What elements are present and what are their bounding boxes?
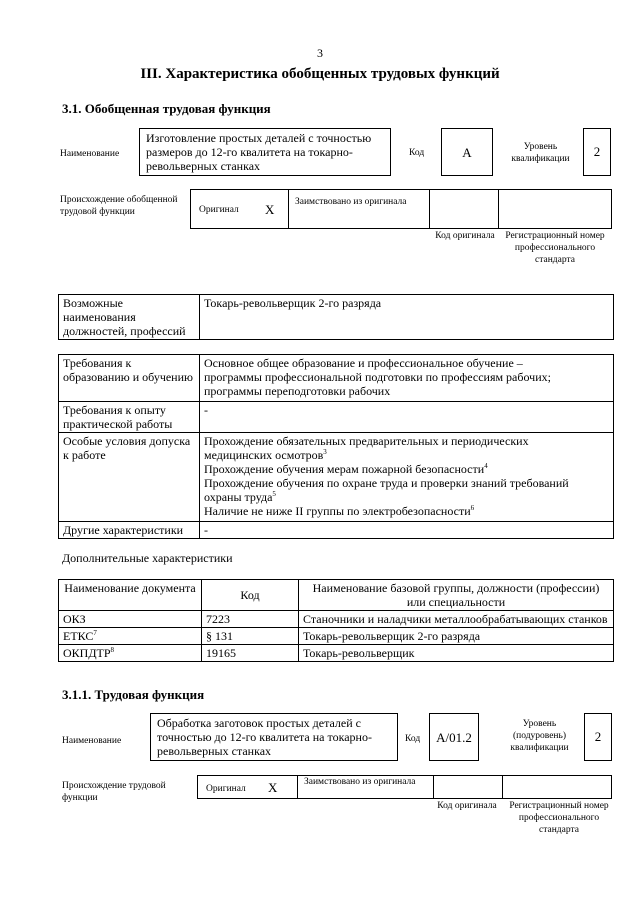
code-label: Код <box>409 148 425 158</box>
code-orig-label: Код оригинала <box>435 231 495 241</box>
borrowed-label: Заимствовано из оригинала <box>295 197 407 207</box>
origin-table <box>190 189 612 229</box>
original-label: Оригинал <box>199 205 239 215</box>
function-title: 3.1.1. Трудовая функция <box>62 687 205 702</box>
req-education-value: Основное общее образование и профессиональное обучение – программы профессиональной подготовки по профессиям рабочих; программы переподготовки рабочих <box>200 355 614 402</box>
extra-row-name: Станочники и наладчики металлообрабатывающих станков <box>299 611 614 628</box>
positions-value: Токарь-револьверщик 2-го разряда <box>200 295 614 340</box>
req-special-label: Особые условия допуска к работе <box>59 433 200 522</box>
extra-row-code: § 131 <box>202 628 299 645</box>
req-experience-value: - <box>200 402 614 433</box>
extra-row-name: Токарь-револьверщик <box>299 645 614 662</box>
reg-num-label: Регистрационный номер профессионального стандарта <box>505 231 605 265</box>
function-name-value: Обработка заготовок простых деталей с точностью до 12-го квалитета на токарно-револьверных станках <box>150 713 398 761</box>
extra-row-code: 19165 <box>202 645 299 662</box>
function-borrowed-label: Заимствовано из оригинала <box>304 777 416 787</box>
extra-header-code: Код <box>202 580 299 611</box>
function-name-label: Наименование <box>62 736 122 746</box>
origin-label: Происхождение обобщенной трудовой функции <box>60 195 178 217</box>
extra-row-doc: ЕТКС$^7$ <box>59 628 202 645</box>
section-title: III. Характеристика обобщенных трудовых функций <box>140 66 500 82</box>
extra-header-name: Наименование базовой группы, должности (профессии) или специальности <box>299 580 614 611</box>
req-other-label: Другие характеристики <box>59 522 200 539</box>
function-level-label: Уровень (подуровень) квалификации <box>510 719 569 753</box>
page-number: 3 <box>317 46 323 60</box>
function-reg-num-label: Регистрационный номер профессионального стандарта <box>509 801 609 835</box>
function-code-label: Код <box>405 734 421 744</box>
extra-row-doc: ОКПДТР$^8$ <box>59 645 202 662</box>
req-experience-label: Требования к опыту практической работы <box>59 402 200 433</box>
original-mark: X <box>265 202 275 217</box>
req-education-label: Требования к образованию и обучению <box>59 355 200 402</box>
req-special-value: Прохождение обязательных предварительных и периодических медицинских осмотров$^3$ Прохождение обучения мерам пожарной безопасности$^4$ Прохождение обучения по охране труда и проверки знаний требований охраны труда$^5$ Наличие не ниже II группы по электробезопасности$^6$ <box>200 433 614 522</box>
extra-row-name: Токарь-револьверщик 2-го разряда <box>299 628 614 645</box>
level-label: Уровень квалификации <box>511 142 570 164</box>
level-value: 2 <box>583 128 611 176</box>
function-origin-table <box>197 775 612 799</box>
function-original-mark: X <box>268 780 278 795</box>
req-other-value: - <box>200 522 614 539</box>
extra-header-doc: Наименование документа <box>59 580 202 611</box>
positions-label: Возможные наименования должностей, профессий <box>59 295 200 340</box>
extra-title: Дополнительные характеристики <box>62 551 233 565</box>
function-code-orig-label: Код оригинала <box>437 801 497 811</box>
name-value: Изготовление простых деталей с точностью размеров до 12-го квалитета на токарно-револьверных станках <box>139 128 391 176</box>
function-code-value: A/01.2 <box>429 713 479 761</box>
code-value: A <box>441 128 493 176</box>
name-label: Наименование <box>60 149 120 159</box>
function-origin-label: Происхождение трудовой функции <box>62 781 166 803</box>
extra-row-doc: ОКЗ <box>59 611 202 628</box>
function-level-value: 2 <box>584 713 612 761</box>
extra-row-code: 7223 <box>202 611 299 628</box>
subsection-title: 3.1. Обобщенная трудовая функция <box>62 101 271 116</box>
function-original-label: Оригинал <box>206 784 246 794</box>
